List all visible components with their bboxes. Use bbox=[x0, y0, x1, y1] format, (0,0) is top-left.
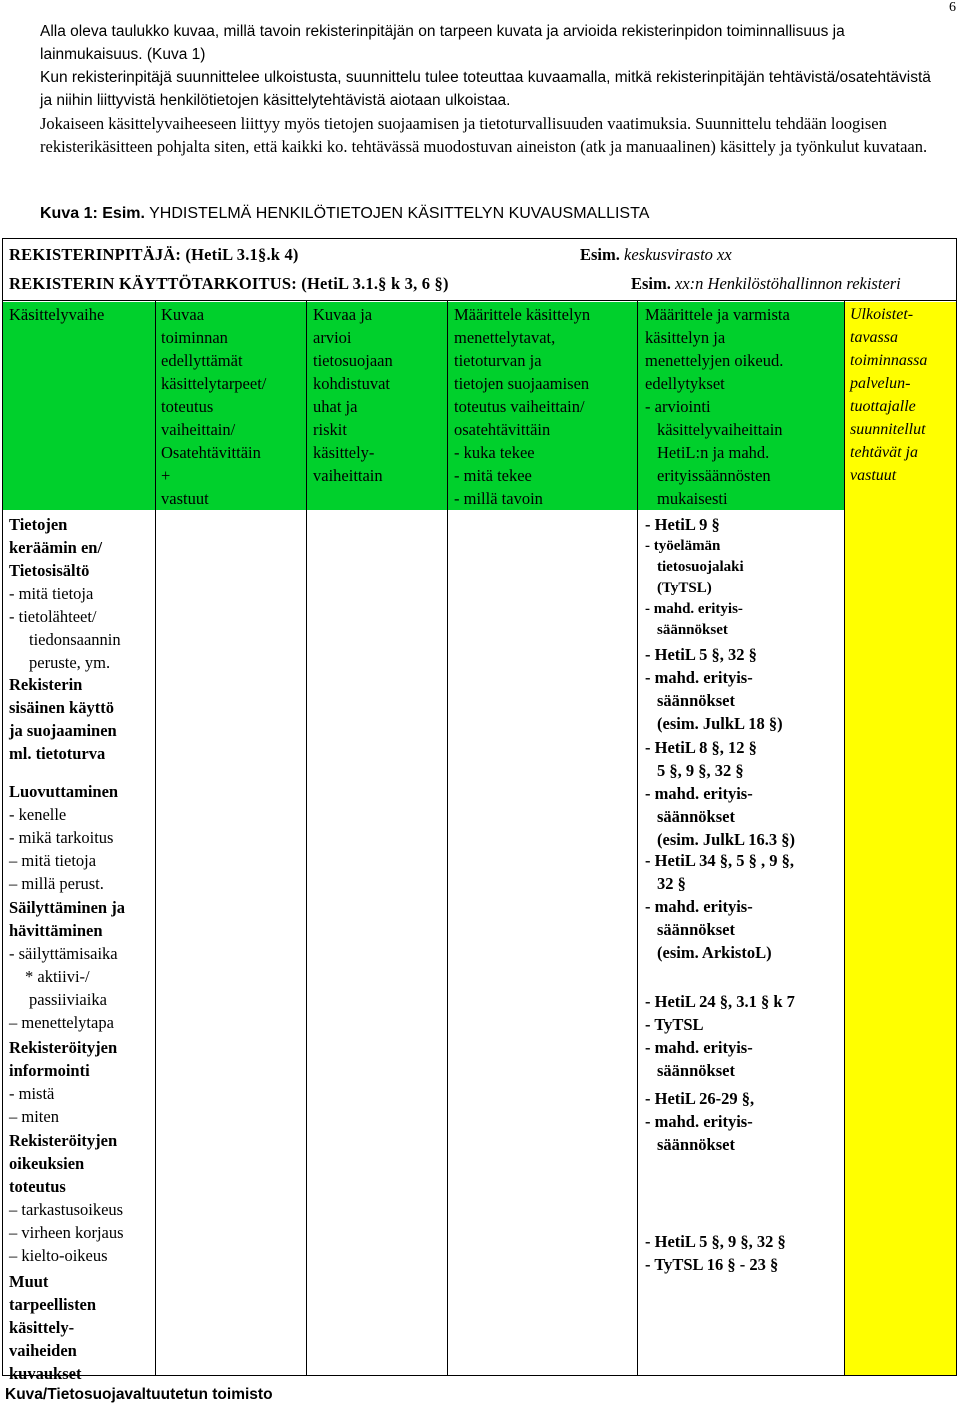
header-line: Kuvaa ja bbox=[313, 305, 373, 324]
phase-title: ja suojaaminen bbox=[9, 721, 117, 740]
legal-reference: - HetiL 24 §, 3.1 § k 7 bbox=[645, 992, 795, 1011]
phase-item: - säilyttämisaika bbox=[9, 944, 118, 963]
column-divider-1 bbox=[155, 301, 156, 1375]
phase-item: - kenelle bbox=[9, 805, 67, 824]
phase-block bbox=[9, 1129, 155, 1267]
header-line: tavassa bbox=[850, 329, 898, 346]
phase-item: – kielto-oikeus bbox=[9, 1246, 108, 1265]
legal-reference: 5 §, 9 §, 32 § bbox=[657, 761, 744, 780]
header-line: käsittely- bbox=[313, 443, 375, 462]
phase-item: - tietolähteet/ bbox=[9, 607, 97, 626]
registrar-example bbox=[580, 245, 732, 265]
phase-block bbox=[9, 673, 155, 765]
phase-title: toteutus bbox=[9, 1177, 66, 1196]
legal-block bbox=[645, 513, 841, 641]
header-line: tehtävät ja bbox=[850, 444, 918, 461]
legal-reference: - TyTSL bbox=[645, 1015, 704, 1034]
header-line: - kuka tekee bbox=[454, 443, 535, 462]
header-line: toiminnassa bbox=[850, 352, 928, 369]
intro-paragraph-3: Jokaiseen käsittelyvaiheeseen liittyy myös tietojen suojaamisen ja tietoturvallisuuden vaatimuksia. Suunnittelu tehdään loogisen rekisterikäsitteen pohjalta siten, että kaikki ko. tehtävässä muodostuvan aineiston (atk ja manuaalinen) käsittely ja työnkulut kuvataan. bbox=[40, 114, 928, 156]
phase-block bbox=[9, 1036, 155, 1128]
legal-reference: 32 § bbox=[657, 874, 686, 893]
header-line: riskit bbox=[313, 420, 347, 439]
header-line: toteutus vaiheittain/ bbox=[454, 397, 585, 416]
header-line: menettelyjen oikeud. bbox=[645, 351, 784, 370]
header-line: edellyttämät bbox=[161, 351, 243, 370]
header-line: vaiheittain/ bbox=[161, 420, 236, 439]
phase-item: – menettelytapa bbox=[9, 1013, 114, 1032]
legal-reference: - TyTSL 16 § - 23 § bbox=[645, 1255, 779, 1274]
header-line: arvioi bbox=[313, 328, 352, 347]
phase-block bbox=[9, 1270, 155, 1385]
header-line: - mitä tekee bbox=[454, 466, 532, 485]
legal-reference: säännökset bbox=[657, 622, 728, 638]
phase-title: Luovuttaminen bbox=[9, 782, 119, 801]
header-line: Määrittele ja varmista bbox=[645, 305, 790, 324]
phase-title: Rekisteröityjen bbox=[9, 1038, 118, 1057]
phase-item: * aktiivi-/ bbox=[25, 967, 90, 986]
legal-reference: säännökset bbox=[657, 920, 735, 939]
column-divider-4 bbox=[637, 301, 638, 1375]
header-line: Määrittele käsittelyn bbox=[454, 305, 591, 324]
header-processing-needs bbox=[161, 303, 266, 510]
header-line: kohdistuvat bbox=[313, 374, 390, 393]
header-divider bbox=[3, 300, 956, 301]
registrar-label: REKISTERINPITÄJÄ: (HetiL 3.1§.k 4) bbox=[9, 245, 299, 264]
header-line: - arviointi bbox=[645, 397, 711, 416]
phase-title: Rekisterin bbox=[9, 675, 83, 694]
header-line: uhat ja bbox=[313, 397, 358, 416]
header-line: tietosuojaan bbox=[313, 351, 393, 370]
legal-reference: - työelämän bbox=[645, 538, 721, 554]
registrar-example-prefix: Esim. bbox=[580, 245, 620, 264]
legal-block bbox=[645, 736, 841, 851]
phase-title: Säilyttäminen ja bbox=[9, 898, 125, 917]
phase-title: ml. tietoturva bbox=[9, 744, 106, 763]
phase-item: passiiviaika bbox=[29, 990, 107, 1009]
header-security-procedures bbox=[454, 303, 590, 510]
legal-reference: - mahd. erityis- bbox=[645, 1038, 753, 1057]
header-line: menettelytavat, bbox=[454, 328, 556, 347]
phase-item: - mistä bbox=[9, 1084, 55, 1103]
phase-title: informointi bbox=[9, 1061, 90, 1080]
header-line: toiminnan bbox=[161, 328, 228, 347]
phase-item: - mitä tietoja bbox=[9, 584, 94, 603]
phase-title: Tietosisältö bbox=[9, 561, 90, 580]
caption-title: YHDISTELMÄ HENKILÖTIETOJEN KÄSITTELYN KUVAUSMALLISTA bbox=[149, 205, 650, 222]
header-line: tietoturvan ja bbox=[454, 351, 542, 370]
purpose-example-value: xx:n Henkilöstöhallinnon rekisteri bbox=[675, 274, 901, 293]
header-line: tuottajalle bbox=[850, 398, 916, 415]
legal-reference: - mahd. erityis- bbox=[645, 601, 743, 617]
registrar-example-value: keskusvirasto xx bbox=[624, 245, 732, 264]
phase-item: – millä perust. bbox=[9, 874, 104, 893]
header-line: Osatehtävittäin bbox=[161, 443, 261, 462]
column-divider-3 bbox=[447, 301, 448, 1375]
header-line: mukaisesti bbox=[657, 489, 728, 508]
legal-block bbox=[645, 990, 841, 1082]
header-line: osatehtävittäin bbox=[454, 420, 551, 439]
header-line: käsittelyvaiheittain bbox=[657, 420, 783, 439]
processing-description-form bbox=[2, 238, 957, 1383]
header-risk-assessment bbox=[313, 303, 393, 487]
header-line: Kuvaa bbox=[161, 305, 205, 324]
column-divider-5 bbox=[844, 301, 845, 1375]
legal-reference: - HetiL 34 §, 5 § , 9 §, bbox=[645, 851, 794, 870]
purpose-label: REKISTERIN KÄYTTÖTARKOITUS: (HetiL 3.1.§ k 3, 6 §) bbox=[9, 274, 449, 293]
phase-title: keräämin en/ bbox=[9, 538, 103, 557]
phase-item: – virheen korjaus bbox=[9, 1223, 124, 1242]
header-line: tietojen suojaamisen bbox=[454, 374, 590, 393]
header-line: HetiL:n ja mahd. bbox=[657, 443, 770, 462]
phase-title: kuvaukset bbox=[9, 1364, 82, 1383]
header-line: käsittelytarpeet/ bbox=[161, 374, 267, 393]
phase-block bbox=[9, 513, 155, 674]
legal-block bbox=[645, 1087, 841, 1156]
header-legal-basis bbox=[645, 303, 790, 510]
legal-reference: - mahd. erityis- bbox=[645, 784, 753, 803]
legal-block bbox=[645, 1230, 841, 1276]
figure-caption bbox=[40, 205, 649, 223]
phase-item: – tarkastusoikeus bbox=[9, 1200, 124, 1219]
header-line: vaiheittain bbox=[313, 466, 383, 485]
header-line: Käsittelyvaihe bbox=[9, 305, 105, 324]
registrar-row bbox=[3, 245, 956, 269]
legal-reference: säännökset bbox=[657, 1135, 735, 1154]
header-line: erityissäännösten bbox=[657, 466, 771, 485]
phase-title: Rekisteröityjen bbox=[9, 1131, 118, 1150]
column-divider-2 bbox=[306, 301, 307, 1375]
intro-paragraph-2: Kun rekisterinpitäjä suunnittelee ulkoistusta, suunnittelu tulee toteuttaa kuvaamalla, mitkä rekisterinpitäjän tehtävistä/osatehtävistä ja niihin liittyvistä henkilötietojen käsittelytehtävistä aiotaan ulkoistaa. bbox=[40, 69, 931, 109]
legal-reference: - HetiL 26-29 §, bbox=[645, 1089, 755, 1108]
phase-item: – miten bbox=[9, 1107, 59, 1126]
header-line: Ulkoistet- bbox=[850, 306, 914, 323]
phase-title: sisäinen käyttö bbox=[9, 698, 114, 717]
legal-reference: - HetiL 5 §, 32 § bbox=[645, 645, 757, 664]
intro-text bbox=[40, 20, 940, 158]
legal-reference: säännökset bbox=[657, 1061, 735, 1080]
phase-block bbox=[9, 896, 155, 1034]
legal-reference: tietosuojalaki bbox=[657, 559, 744, 575]
header-processing-phase bbox=[9, 303, 104, 326]
legal-reference: - HetiL 5 §, 9 §, 32 § bbox=[645, 1232, 786, 1251]
phase-title: Muut bbox=[9, 1272, 49, 1291]
purpose-example bbox=[631, 274, 901, 294]
legal-block bbox=[645, 643, 841, 735]
phase-item: peruste, ym. bbox=[29, 653, 111, 672]
phase-item: tiedonsaannin bbox=[29, 630, 121, 649]
header-line: palvelun- bbox=[850, 375, 911, 392]
caption-prefix: Kuva 1: Esim. bbox=[40, 205, 145, 222]
header-line: vastuut bbox=[850, 467, 897, 484]
phase-title: tarpeellisten bbox=[9, 1295, 97, 1314]
phase-title: vaiheiden bbox=[9, 1341, 77, 1360]
header-line: + bbox=[161, 466, 171, 485]
header-line: käsittelyn ja bbox=[645, 328, 726, 347]
page-number: 6 bbox=[949, 0, 956, 15]
intro-paragraph-1: Alla oleva taulukko kuvaa, millä tavoin rekisterinpitäjän on tarpeen kuvata ja arvioida rekisterinpidon toiminnallisuus ja lainmukaisuus. (Kuva 1) bbox=[40, 23, 845, 63]
phase-item: - mikä tarkoitus bbox=[9, 828, 114, 847]
legal-reference: säännökset bbox=[657, 807, 735, 826]
legal-reference: (TyTSL) bbox=[657, 580, 712, 596]
purpose-example-prefix: Esim. bbox=[631, 274, 671, 293]
phase-block bbox=[9, 780, 155, 895]
header-outsourcing bbox=[850, 303, 927, 487]
phase-title: hävittäminen bbox=[9, 921, 103, 940]
legal-reference: - HetiL 9 § bbox=[645, 515, 720, 534]
phase-title: oikeuksien bbox=[9, 1154, 85, 1173]
legal-reference: (esim. ArkistoL) bbox=[657, 943, 772, 962]
header-line: edellytykset bbox=[645, 374, 725, 393]
legal-reference: - HetiL 8 §, 12 § bbox=[645, 738, 757, 757]
header-line: - millä tavoin bbox=[454, 489, 543, 508]
legal-reference: (esim. JulkL 18 §) bbox=[657, 714, 783, 733]
phase-item: – mitä tietoja bbox=[9, 851, 97, 870]
legal-reference: - mahd. erityis- bbox=[645, 897, 753, 916]
purpose-row bbox=[3, 274, 956, 298]
footer-credit: Kuva/Tietosuojavaltuutetun toimisto bbox=[5, 1386, 273, 1403]
header-line: suunnitellut bbox=[850, 421, 926, 438]
phase-title: Tietojen bbox=[9, 515, 68, 534]
header-line: toteutus bbox=[161, 397, 214, 416]
legal-reference: (esim. JulkL 16.3 §) bbox=[657, 830, 795, 849]
phase-title: käsittely- bbox=[9, 1318, 75, 1337]
legal-reference: - mahd. erityis- bbox=[645, 668, 753, 687]
legal-reference: säännökset bbox=[657, 691, 735, 710]
legal-reference: - mahd. erityis- bbox=[645, 1112, 753, 1131]
header-line: vastuut bbox=[161, 489, 209, 508]
legal-block bbox=[645, 849, 841, 964]
